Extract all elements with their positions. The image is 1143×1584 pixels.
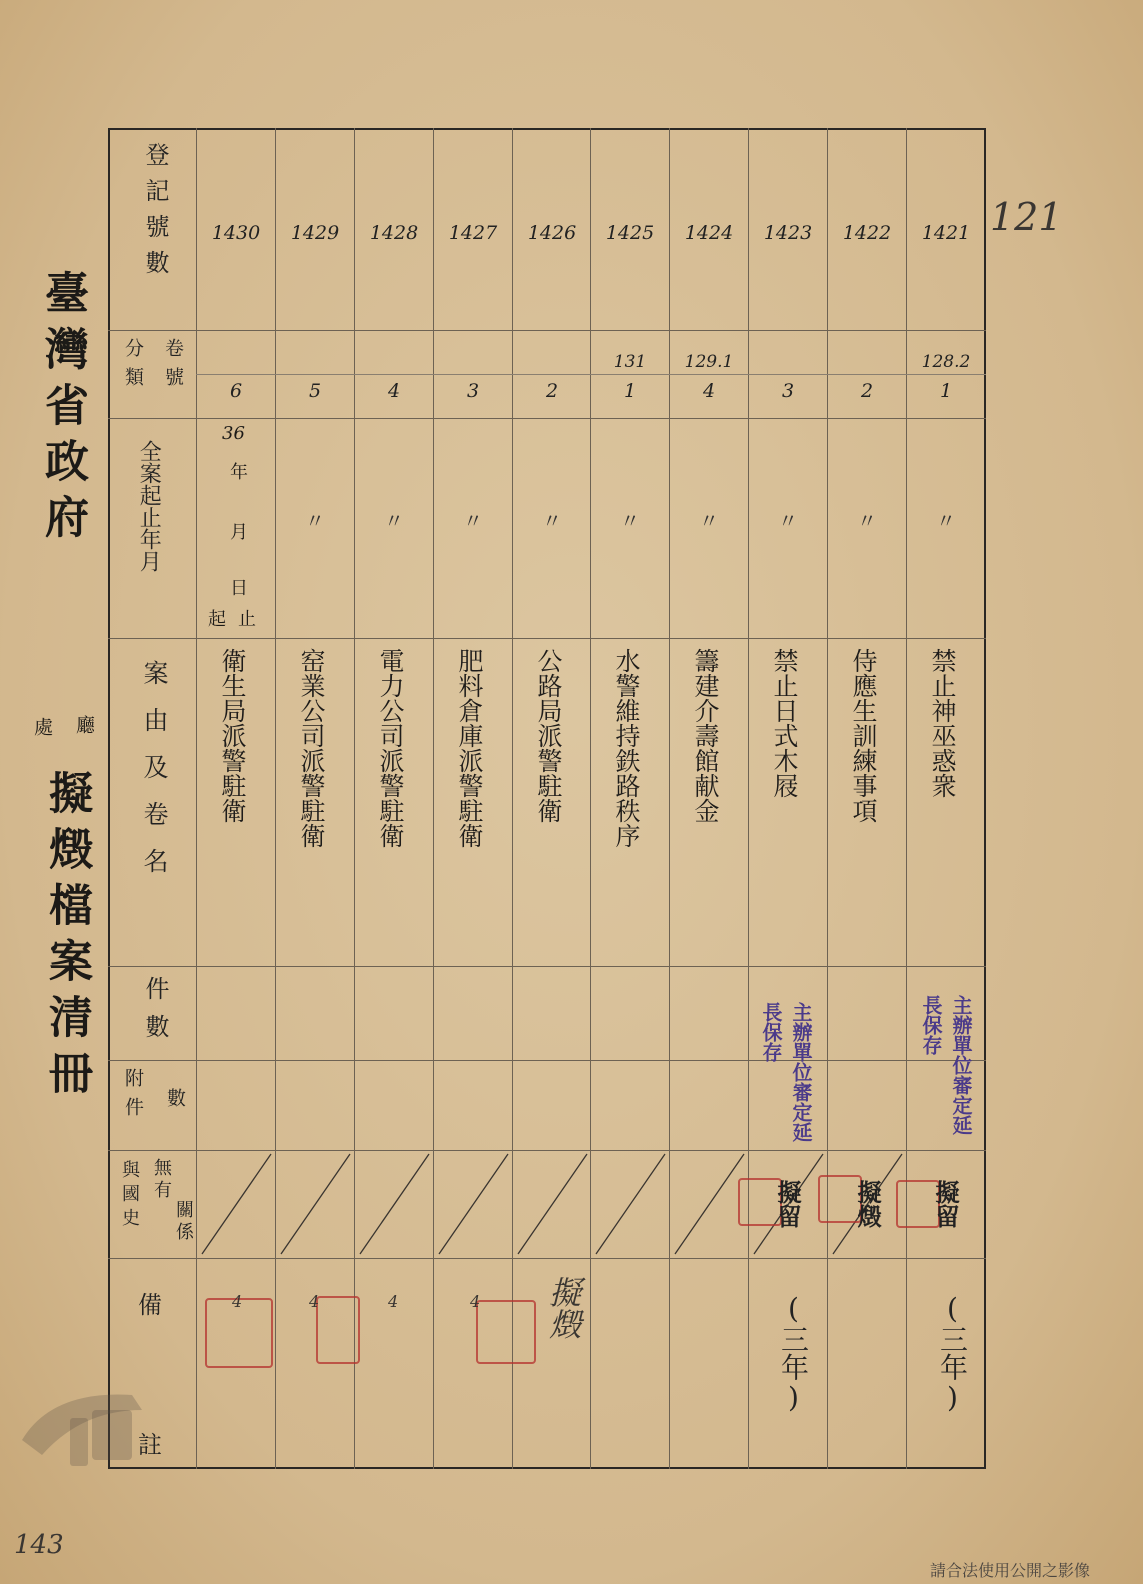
remark-note: 4: [470, 1292, 481, 1311]
header-subject: 案由及卷名: [140, 660, 169, 895]
page-mark: 121: [990, 195, 1063, 239]
retention-stamp: 主辦單位審定延長保存: [759, 1002, 813, 1142]
case-subject: 公路局派警駐衛: [534, 648, 563, 823]
table-rule: [590, 128, 591, 1469]
case-subject: 禁止神巫惑衆: [928, 648, 957, 798]
remark-note: 擬燬: [544, 1276, 582, 1340]
class-number: 3: [781, 380, 795, 402]
ditto-mark: 〃: [857, 509, 877, 533]
case-subject: 肥料倉庫派警駐衛: [455, 648, 484, 848]
ditto-mark: 〃: [936, 509, 956, 533]
signature-mark: 擬燬: [853, 1180, 882, 1228]
reg-number: 1429: [290, 222, 340, 244]
table-rule: [748, 128, 749, 1469]
case-subject: 衛生局派警駐衛: [218, 648, 247, 823]
reg-number: 1421: [921, 222, 971, 244]
header-reg-no: 登記號數: [141, 142, 169, 286]
retention-stamp: 主辦單位審定延長保存: [919, 995, 973, 1135]
case-subject: 禁止日式木屐: [770, 648, 799, 798]
table-rule: [354, 128, 355, 1469]
class-number: 2: [860, 380, 874, 402]
volume-number: 129.1: [684, 352, 734, 372]
date-range: 起止: [208, 609, 268, 630]
remark-note: 4: [388, 1292, 399, 1311]
page-number: 143: [14, 1530, 64, 1560]
dept-hall: 廳: [73, 715, 95, 734]
remark-note: 4: [309, 1292, 320, 1311]
header-attach-count: 數: [164, 1088, 186, 1107]
archive-watermark-icon: [12, 1370, 162, 1480]
header-volume: 卷號: [162, 338, 184, 396]
reg-number: 1427: [448, 222, 498, 244]
table-rule: [108, 418, 986, 419]
table-rule: [433, 128, 434, 1469]
table-rule: [108, 1258, 986, 1259]
signature-mark: 擬留: [931, 1180, 960, 1228]
reg-number: 1426: [527, 222, 577, 244]
date-year-char: 年: [230, 462, 248, 483]
usage-notice: 請合法使用公開之影像: [930, 1561, 1091, 1580]
class-number: 3: [466, 380, 480, 402]
class-number: 4: [387, 380, 401, 402]
document-title: 臺灣省政府: [37, 270, 88, 550]
ditto-mark: 〃: [699, 509, 719, 533]
class-number: 2: [545, 380, 559, 402]
red-seal: [476, 1300, 536, 1364]
volume-number: 128.2: [921, 352, 971, 372]
dept-office: 處: [31, 717, 53, 736]
class-number: 5: [308, 380, 322, 402]
header-history-none-have: 無有: [151, 1158, 172, 1202]
ditto-mark: 〃: [463, 509, 483, 533]
case-subject: 電力公司派警駐衛: [376, 648, 405, 848]
table-rule: [827, 128, 828, 1469]
class-number: 1: [623, 380, 637, 402]
header-class: 分類: [122, 338, 144, 396]
document-subtitle: 擬燬檔案清冊: [41, 770, 92, 1106]
reg-number: 1424: [684, 222, 734, 244]
case-subject: 窑業公司派警駐衛: [297, 648, 326, 848]
ditto-mark: 〃: [620, 509, 640, 533]
table-rule: [108, 330, 986, 331]
header-remark: 備: [138, 1291, 162, 1319]
ditto-mark: 〃: [542, 509, 562, 533]
table-rule: [669, 128, 670, 1469]
reg-number: 1425: [605, 222, 655, 244]
header-date: 全案起止年月: [136, 440, 162, 572]
table-rule: [108, 638, 986, 639]
table-rule: [108, 966, 986, 967]
date-day-char: 日: [230, 578, 248, 599]
reg-number: 1430: [211, 222, 261, 244]
case-subject: 籌建介壽館献金: [691, 648, 720, 823]
class-number: 6: [229, 380, 243, 402]
reg-number: 1423: [763, 222, 813, 244]
ditto-mark: 〃: [384, 509, 404, 533]
reg-number: 1422: [842, 222, 892, 244]
signature-mark: 擬留: [773, 1180, 802, 1228]
date-year: 36: [222, 423, 245, 444]
header-history: 與國史: [119, 1160, 140, 1232]
retention-period: (三年): [936, 1292, 969, 1414]
header-history-relation: 關係: [173, 1200, 194, 1244]
class-number: 4: [702, 380, 716, 402]
table-rule: [512, 128, 513, 1469]
date-month-char: 月: [230, 522, 248, 543]
ditto-mark: 〃: [778, 509, 798, 533]
volume-number: 131: [613, 352, 647, 372]
header-remark-note: 註: [138, 1431, 162, 1459]
red-seal: [316, 1296, 360, 1364]
class-number: 1: [939, 380, 953, 402]
table-rule: [275, 128, 276, 1469]
table-rule: [906, 128, 907, 1469]
reg-number: 1428: [369, 222, 419, 244]
class-vol-divider: [196, 374, 986, 375]
case-subject: 侍應生訓練事項: [849, 648, 878, 823]
retention-period: (三年): [777, 1292, 810, 1414]
ditto-mark: 〃: [305, 509, 325, 533]
header-attach: 附件: [122, 1068, 144, 1126]
table-rule: [108, 1060, 986, 1061]
remark-note: 4: [232, 1292, 243, 1311]
header-count: 件數: [141, 976, 169, 1052]
table-rule: [196, 128, 197, 1469]
case-subject: 水警維持鉄路秩序: [612, 648, 641, 848]
